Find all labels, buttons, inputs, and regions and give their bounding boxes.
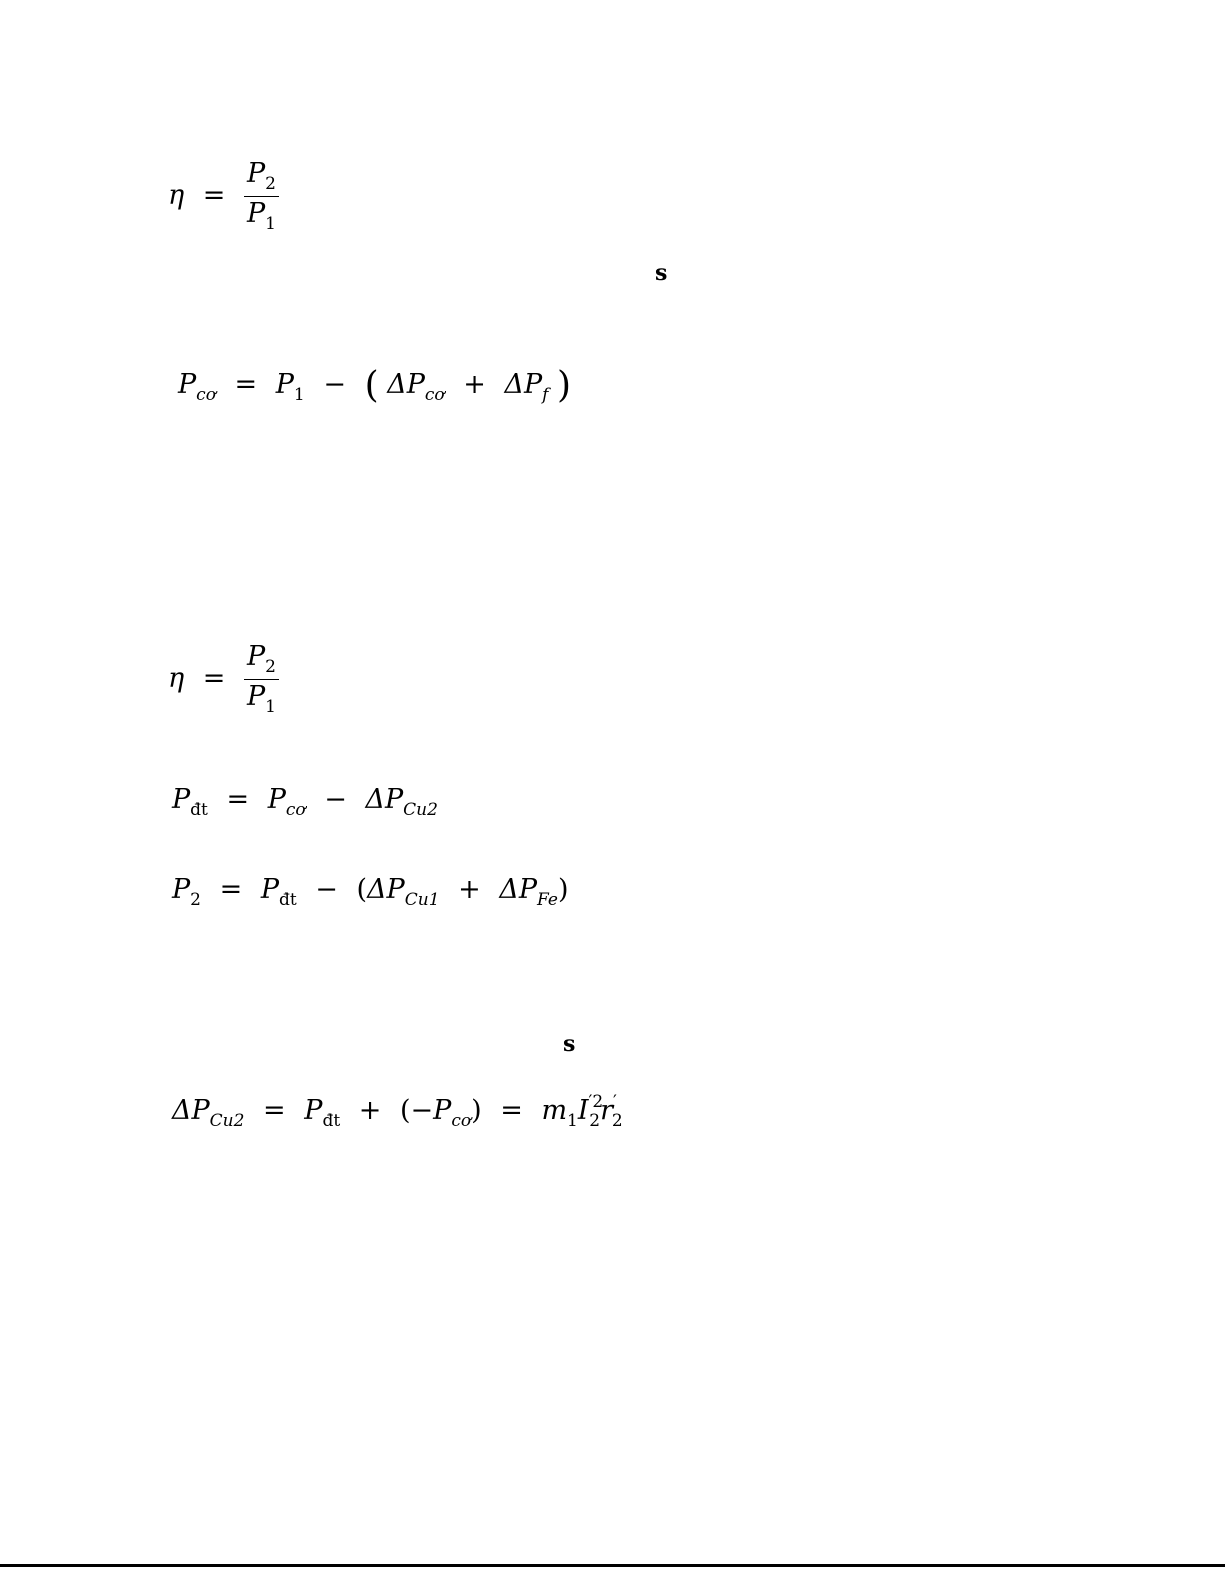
eta-symbol: η xyxy=(168,180,185,211)
fraction xyxy=(244,160,279,233)
equation-mechanical-power: $P_{cơ} = P_1$ − ( $\Delta P_{cơ} + \Delta P_f$ ) xyxy=(178,365,572,406)
equation-output-power: $P_2 = P_{đt} - (\Delta P_{Cu1} + \Delta P_{Fe})$ xyxy=(172,874,569,910)
marker-s: s xyxy=(563,1031,576,1057)
fraction-numerator: $P_2$ xyxy=(247,158,276,194)
equals-sign: = xyxy=(202,180,226,211)
marker-s: s xyxy=(655,260,668,286)
equation-copper-loss: $\Delta P_{Cu2} = P_{đt} + (-P_{cơ}) = m_1I^{'2}_2r'_2$ xyxy=(172,1092,623,1131)
fraction: $\frac{P_2}{P_1}$ xyxy=(244,643,279,716)
fraction-denominator: $P_1$ xyxy=(244,196,279,233)
equation-efficiency-2: η = $\frac{P_2}{P_1}$ xyxy=(168,643,279,716)
equation-electrical-power: $P_{đt} = P_{cơ} - \Delta P_{Cu2}$ xyxy=(172,784,438,820)
equation-efficiency-1 xyxy=(168,160,279,233)
page-bottom-rule xyxy=(0,1564,1225,1567)
